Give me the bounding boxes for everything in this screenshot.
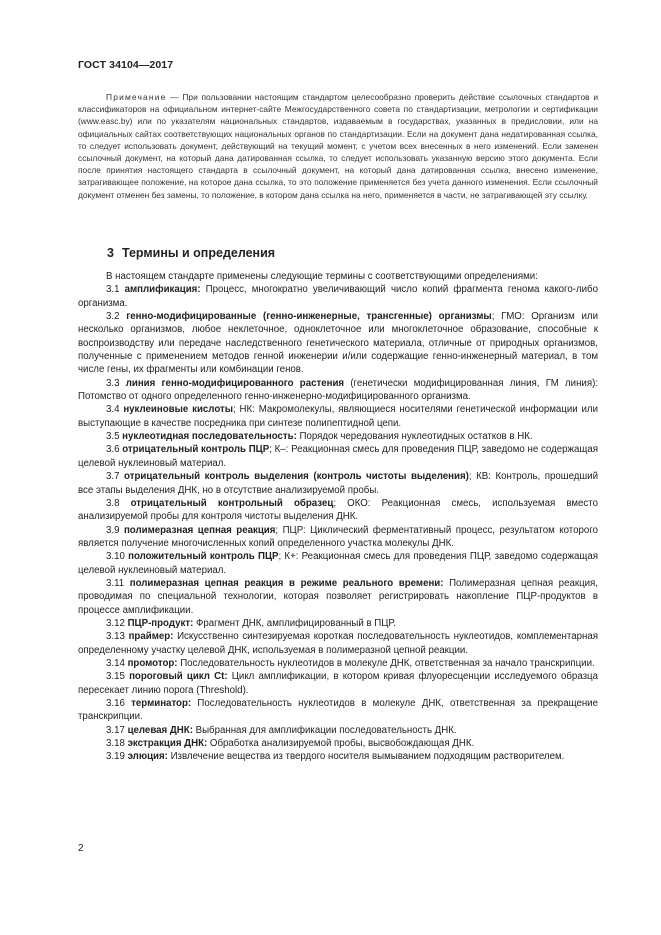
term-entry: 3.6 отрицательный контроль ПЦР; К–: Реакционная смесь для проведения ПЦР, заведомо не содержащая целевой нуклеиновый материал.	[78, 444, 598, 469]
term-definition: (генетически модифицированная линия, ГМ линия): Потомство от одного определенного генно-инженерно-модифицированного организма.	[78, 377, 599, 403]
term-definition: Процесс, многократно увеличивающий число копий фрагмента генома какого-либо организма.	[78, 284, 598, 309]
term-entry: 3.7 отрицательный контроль выделения (контроль чистоты выделения); КВ: Контроль, прошедший все этапы выделения ДНК, но в отсутствие анализируемой пробы.	[78, 471, 598, 496]
term-entry: 3.4 нуклеиновые кислоты; НК: Макромолекулы, являющиеся носителями генетической информации или выступающие в качестве посредника при синтезе полипептидной цепи.	[78, 404, 598, 429]
term-entry: 3.19 элюция: Извлечение вещества из твердого носителя вымыванием подходящим растворителем.	[106, 751, 565, 763]
term-entry: 3.15 пороговый цикл Ct: Цикл амплификации, в котором кривая флуоресценции исследуемого образца пересекает линию порога (Threshold).	[78, 671, 598, 696]
term-name: полимеразная цепная реакция в режиме реального времени:	[129, 577, 444, 589]
term-name: амплификация:	[124, 284, 201, 296]
term-definition: ; К–: Реакционная смесь для проведения ПЦР, заведомо не содержащая целевой нуклеиновый материал.	[78, 444, 598, 469]
term-entry: 3.18 экстракция ДНК: Обработка анализируемой пробы, высвобождающая ДНК.	[106, 738, 475, 750]
page-number: 2	[78, 843, 84, 854]
term-definition: Последовательность нуклеотидов в молекуле ДНК, ответственная за прекращение транскрипции.	[78, 698, 598, 723]
term-name: отрицательный контроль выделения (контроль чистоты выделения)	[124, 471, 469, 483]
note-label: Примечание	[106, 92, 167, 102]
term-entry: 3.16 терминатор: Последовательность нуклеотидов в молекуле ДНК, ответственная за прекращение транскрипции.	[78, 698, 598, 723]
term-name: отрицательный контроль ПЦР	[122, 444, 270, 456]
section-body	[78, 270, 598, 764]
term-entry: 3.2 генно-модифицированные (генно-инженерные, трансгенные) организмы; ГМО: Организм или несколько организмов, любое неклеточное, одноклеточное или многоклеточное образование, способные к воспроизводству или передаче наследственного генетического материала, отличные от природных организмов, полученные с применением методов генной инженерии и/или содержащие генно-инженерный материал, в том числе гены, их фрагменты или комбинации генов.	[78, 311, 598, 376]
term-entry: 3.11 полимеразная цепная реакция в режиме реального времени: Полимеразная цепная реакция, проводимая по специальной технологии, которая позволяет регистрировать накопление ПЦР-продуктов в процессе амплификации.	[78, 577, 598, 616]
term-entry: 3.10 положительный контроль ПЦР; К+: Реакционная смесь для проведения ПЦР, заведомо содержащая целевой нуклеиновый материал.	[78, 551, 598, 576]
term-definition: ; ГМО: Организм или несколько организмов, любое неклеточное, одноклеточное или многоклеточное образование, способные к воспроизводству или передаче наследственного генетического материала, отличные от природных организмов, полученные с применением методов генной инженерии и/или содержащие генно-инженерный материал, в том числе гены, их фрагменты или комбинации генов.	[78, 311, 598, 376]
term-name: генно-модифицированные (генно-инженерные, трансгенные) организмы	[126, 311, 492, 323]
note-text: — При пользовании настоящим стандартом целесообразно проверить действие ссылочных стандартов и классификаторов на официальном интернет-сайте Межгосударственного совета по стандартизации, метрологии и сертификации (www.easc.by) или по указателям национальных стандартов, издаваемым в государствах, указанных в предисловии, или на официальных сайтах соответствующих национальных органов по стандартизации. Если на документ дана недатированная ссылка, то следует использовать документ, действующий на текущий момент, с учетом всех внесенных в него изменений. Если заменен ссылочный документ, на который дана датированная ссылка, то следует использовать указанную версию этого документа. Если после принятия настоящего стандарта в ссылочный документ, на который дана датированная ссылка, внесено изменение, затрагивающее положение, на которое дана ссылка, то это положение применяется без учета данного изменения. Если ссылочный документ отменен без замены, то положение, в котором дана ссылка на него, применяется в части, не затрагивающей эту ссылку.	[78, 92, 598, 200]
term-definition: Выбранная для амплификации последовательность ДНК.	[192, 724, 457, 736]
term-definition: Полимеразная цепная реакция, проводимая по специальной технологии, которая позволяет регистрировать накопление ПЦР-продуктов в процессе амплификации.	[78, 577, 598, 616]
term-definition: ; ПЦР: Циклический ферментативный процесс, результатом которого является получение многочисленных копий определенного участка молекулы ДНК.	[78, 524, 598, 549]
term-entry: 3.5 нуклеотидная последовательность: Порядок чередования нуклеотидных остатков в НК.	[106, 431, 533, 443]
term-definition: ; К+: Реакционная смесь для проведения ПЦР, заведомо содержащая целевой нуклеиновый материал.	[78, 551, 598, 576]
term-definition: Обработка анализируемой пробы, высвобождающая ДНК.	[207, 738, 475, 750]
term-name: терминатор:	[131, 698, 192, 709]
term-name: линия генно-модифицированного растения	[125, 377, 345, 389]
section-number: 3	[107, 246, 114, 260]
term-name: отрицательный контрольный образец	[130, 497, 334, 509]
term-name: положительный контроль ПЦР	[128, 551, 279, 563]
note-paragraph	[78, 91, 598, 201]
term-entry: 3.14 промотор: Последовательность нуклеотидов в молекуле ДНК, ответственная за начало транскрипции.	[106, 657, 595, 669]
term-name: пороговый цикл Ct:	[129, 671, 228, 683]
term-definition: Последовательность нуклеотидов в молекуле ДНК, ответственная за начало транскрипции.	[177, 657, 595, 669]
term-entry: 3.1 амплификация: Процесс, многократно увеличивающий число копий фрагмента генома какого-либо организма.	[78, 284, 598, 309]
term-entry: 3.17 целевая ДНК: Выбранная для амплификации последовательность ДНК.	[106, 724, 457, 736]
term-name: нуклеиновые кислоты	[123, 404, 234, 416]
term-name: промотор:	[127, 657, 178, 669]
term-entry: 3.13 праймер: Искусственно синтезируемая короткая последовательность нуклеотидов, комплементарная определенному участку целевой ДНК, используемая в полимеразной цепной реакции.	[78, 631, 598, 656]
term-name: целевая ДНК:	[127, 724, 193, 736]
term-definition: Фрагмент ДНК, амплифицированный в ПЦР.	[193, 617, 396, 629]
term-name: ПЦР-продукт:	[127, 617, 194, 629]
term-entry: 3.3 линия генно-модифицированного растения (генетически модифицированная линия, ГМ линия): Потомство от одного определенного генно-инженерно-модифицированного организма.	[78, 377, 599, 403]
term-entry: 3.12 ПЦР-продукт: Фрагмент ДНК, амплифицированный в ПЦР.	[106, 617, 396, 629]
term-name: экстракция ДНК:	[127, 738, 208, 750]
term-name: нуклеотидная последовательность:	[122, 431, 297, 443]
term-definition: ; НК: Макромолекулы, являющиеся носителями генетической информации или выступающие в качестве посредника при синтезе полипептидной цепи.	[78, 404, 598, 429]
document-header: ГОСТ 34104—2017	[78, 59, 174, 71]
term-name: праймер:	[128, 631, 174, 643]
term-entry: 3.9 полимеразная цепная реакция; ПЦР: Циклический ферментативный процесс, результатом которого является получение многочисленных копий определенного участка молекулы ДНК.	[78, 524, 598, 549]
section-heading	[107, 246, 275, 260]
term-definition: Извлечение вещества из твердого носителя вымыванием подходящим растворителем.	[167, 751, 565, 763]
section-intro: В настоящем стандарте применены следующие термины с соответствующими определениями:	[106, 271, 538, 282]
term-definition: Цикл амплификации, в котором кривая флуоресценции исследуемого образца пересекает линию порога (Threshold).	[78, 671, 598, 696]
term-name: полимеразная цепная реакция	[123, 524, 276, 536]
term-name: элюция:	[127, 751, 168, 763]
section-title: Термины и определения	[121, 246, 276, 260]
term-definition: Порядок чередования нуклеотидных остатков в НК.	[296, 431, 533, 443]
term-entry: 3.8 отрицательный контрольный образец; ОКО: Реакционная смесь, используемая вместо анализируемой пробы для контроля чистоты выделения ДНК.	[78, 497, 598, 523]
term-definition: ; ОКО: Реакционная смесь, используемая вместо анализируемой пробы для контроля чистоты выделения ДНК.	[78, 497, 598, 523]
term-definition: Искусственно синтезируемая короткая последовательность нуклеотидов, комплементарная определенному участку целевой ДНК, используемая в полимеразной цепной реакции.	[78, 631, 598, 656]
term-definition: ; КВ: Контроль, прошедший все этапы выделения ДНК, но в отсутствие анализируемой пробы.	[78, 471, 598, 496]
reference-note	[78, 91, 598, 201]
